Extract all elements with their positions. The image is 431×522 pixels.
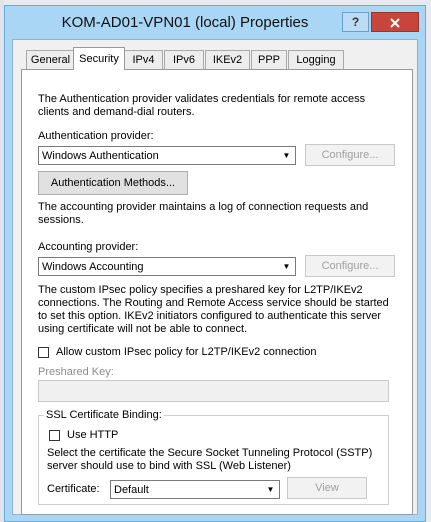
tab-logging[interactable]: Logging <box>288 50 344 69</box>
accounting-configure-button[interactable]: Configure... <box>305 255 395 277</box>
use-http-checkbox[interactable] <box>49 430 60 441</box>
tab-ppp[interactable]: PPP <box>251 50 287 69</box>
preshared-key-input[interactable] <box>38 380 389 402</box>
accounting-provider-value: Windows Accounting <box>42 261 144 273</box>
tab-ikev2[interactable]: IKEv2 <box>205 50 250 69</box>
help-button[interactable]: ? <box>342 12 369 32</box>
certificate-value: Default <box>114 484 149 496</box>
auth-methods-button[interactable]: Authentication Methods... <box>38 171 188 195</box>
certificate-label: Certificate: <box>47 483 100 495</box>
allow-ipsec-label[interactable]: Allow custom IPsec policy for L2TP/IKEv2 connection <box>56 346 317 358</box>
ipsec-description: The custom IPsec policy specifies a preshared key for L2TP/IKEv2 connections. The Routing and Remote Access service should be started to set this option. IKEv2 initiators configured to authenticate this server using certificate will not be able to connect. <box>38 284 389 335</box>
auth-provider-value: Windows Authentication <box>42 150 159 162</box>
chevron-down-icon: ▼ <box>266 485 275 494</box>
tab-ipv6[interactable]: IPv6 <box>164 50 204 69</box>
use-http-label[interactable]: Use HTTP <box>67 429 119 441</box>
accounting-provider-label: Accounting provider: <box>38 241 139 253</box>
chevron-down-icon: ▼ <box>282 262 291 271</box>
accounting-provider-dropdown[interactable] <box>38 257 296 276</box>
auth-provider-label: Authentication provider: <box>38 130 154 142</box>
close-button[interactable] <box>371 12 419 32</box>
close-icon <box>389 17 401 29</box>
tab-ipv4[interactable]: IPv4 <box>124 50 163 69</box>
tab-general[interactable]: General <box>26 50 75 69</box>
ssl-group-label: SSL Certificate Binding: <box>46 409 162 421</box>
window-title: KOM-AD01-VPN01 (local) Properties <box>61 14 309 31</box>
auth-configure-button[interactable]: Configure... <box>305 144 395 166</box>
title-bar[interactable] <box>5 6 425 38</box>
preshared-key-label: Preshared Key: <box>38 366 114 378</box>
auth-description: The Authentication provider validates credentials for remote access clients and demand-dial routers. <box>38 93 366 118</box>
accounting-description: The accounting provider maintains a log of connection requests and sessions. <box>38 201 369 226</box>
security-tab-panel <box>21 69 413 515</box>
view-button[interactable]: View <box>287 477 367 499</box>
certificate-dropdown[interactable] <box>110 480 280 499</box>
allow-ipsec-checkbox[interactable] <box>38 347 49 358</box>
ssl-description: Select the certificate the Secure Socket Tunneling Protocol (SSTP) server should use to bind with SSL (Web Listener) <box>47 447 373 472</box>
chevron-down-icon: ▼ <box>282 151 291 160</box>
tab-security[interactable]: Security <box>73 47 125 70</box>
auth-provider-dropdown[interactable] <box>38 146 296 165</box>
